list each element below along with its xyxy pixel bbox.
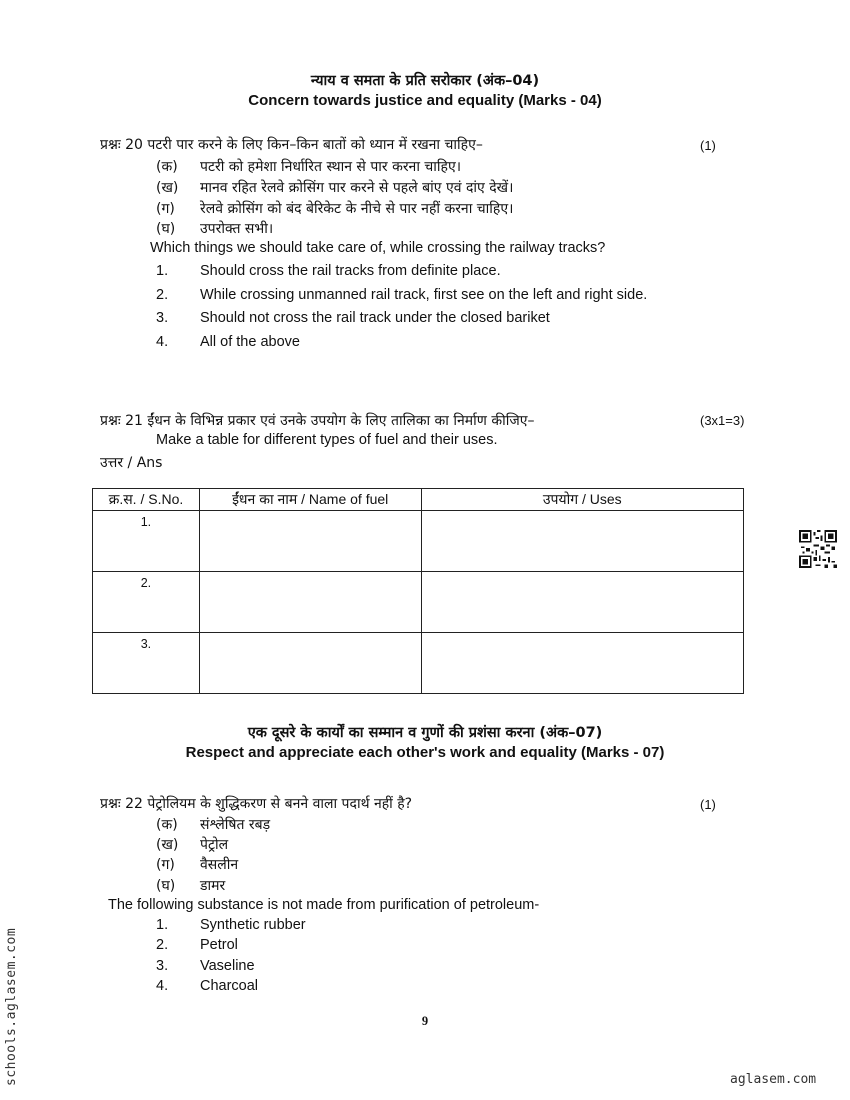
table-header-sno: क्र.स. / S.No. [93,489,200,511]
q22-hindi-option: संश्लेषित रबड़ [200,817,271,833]
q22-english-question: The following substance is not made from purification of petroleum- [108,897,540,913]
q22-english-option-num: 1. [156,917,169,933]
q22-english-option-num: 2. [156,937,169,953]
q20-hindi-option-label: (घ) [156,221,176,237]
q21-hindi-question: प्रश्नः 21 ईंधन के विभिन्न प्रकार एवं उनके उपयोग के लिए तालिका का निर्माण कीजिए– [100,413,535,429]
section1-english-title: Concern towards justice and equality (Marks - 04) [248,92,602,109]
q22-hindi-option-label: (ग) [156,857,175,873]
q22-hindi-option-label: (घ) [156,878,176,894]
table-cell-fuel-name [199,633,421,694]
q22-english-option: Vaseline [200,958,255,974]
table-header-row [93,489,744,511]
fuel-table [92,488,744,694]
table-row [93,572,744,633]
table-header-fuel-name: ईंधन का नाम / Name of fuel [199,489,421,511]
q21-english-question: Make a table for different types of fuel and their uses. [156,432,498,448]
q22-english-option-num: 3. [156,958,169,974]
q22-hindi-option-label: (क) [156,817,178,833]
q20-english-question: Which things we should take care of, while crossing the railway tracks? [150,240,606,256]
table-cell-fuel-name [199,572,421,633]
q22-english-option: Petrol [200,937,238,953]
table-cell-uses [421,572,743,633]
q22-hindi-option: पेट्रोल [200,837,229,853]
q20-english-option: Should not cross the rail track under the closed bariket [200,310,550,326]
q20-marks: (1) [700,138,716,153]
table-cell-uses [421,633,743,694]
qr-code-icon [799,530,837,568]
section1-hindi-title: न्याय व समता के प्रति सरोकार (अंक–04) [310,73,540,89]
q20-english-option: While crossing unmanned rail track, first see on the left and right side. [200,287,648,303]
q22-hindi-option-label: (ख) [156,837,179,853]
q21-answer-label: उत्तर / Ans [100,455,163,471]
q20-english-option: Should cross the rail tracks from definite place. [200,263,501,279]
table-header-uses: उपयोग / Uses [421,489,743,511]
q20-hindi-option-label: (क) [156,159,178,175]
section2-hindi-title: एक दूसरे के कार्यों का सम्मान व गुणों की प्रशंसा करना (अंक–07) [247,725,603,741]
q22-english-option-num: 4. [156,978,169,994]
q20-hindi-option: पटरी को हमेशा निर्धारित स्थान से पार करना चाहिए। [200,159,462,175]
q22-marks: (1) [700,797,716,812]
watermark-side: schools.aglasem.com [4,927,19,1086]
table-cell-uses [421,511,743,572]
q20-english-option-num: 4. [156,334,169,350]
q22-hindi-option: वैसलीन [200,857,239,873]
q20-english-option-num: 3. [156,310,169,326]
q22-hindi-question: प्रश्नः 22 पेट्रोलियम के शुद्धिकरण से बनने वाला पदार्थ नहीं है? [100,796,413,812]
q20-hindi-option: रेलवे क्रोसिंग को बंद बेरिकेट के नीचे से पार नहीं करना चाहिए। [200,201,514,217]
page-number: 9 [421,1014,429,1028]
q20-english-option-num: 1. [156,263,169,279]
q20-hindi-option-label: (ख) [156,180,179,196]
table-row [93,511,744,572]
table-cell-sno: 2. [93,572,200,633]
table-cell-sno: 3. [93,633,200,694]
q20-hindi-option: उपरोक्त सभी। [200,221,274,237]
table-cell-sno: 1. [93,511,200,572]
q20-english-option-num: 2. [156,287,169,303]
q20-english-option: All of the above [200,334,300,350]
q22-english-option: Synthetic rubber [200,917,306,933]
watermark-bottom: aglasem.com [730,1072,817,1087]
q22-english-option: Charcoal [200,978,259,994]
q21-marks: (3x1=3) [700,413,745,428]
q20-hindi-option-label: (ग) [156,201,175,217]
section2-english-title: Respect and appreciate each other's work and equality (Marks - 07) [185,744,665,761]
q22-hindi-option: डामर [200,878,226,894]
q20-hindi-question: प्रश्नः 20 पटरी पार करने के लिए किन–किन बातों को ध्यान में रखना चाहिए– [100,137,483,153]
q20-hindi-option: मानव रहित रेलवे क्रोसिंग पार करने से पहले बांए एवं दांए देखें। [200,180,514,196]
table-cell-fuel-name [199,511,421,572]
table-row [93,633,744,694]
